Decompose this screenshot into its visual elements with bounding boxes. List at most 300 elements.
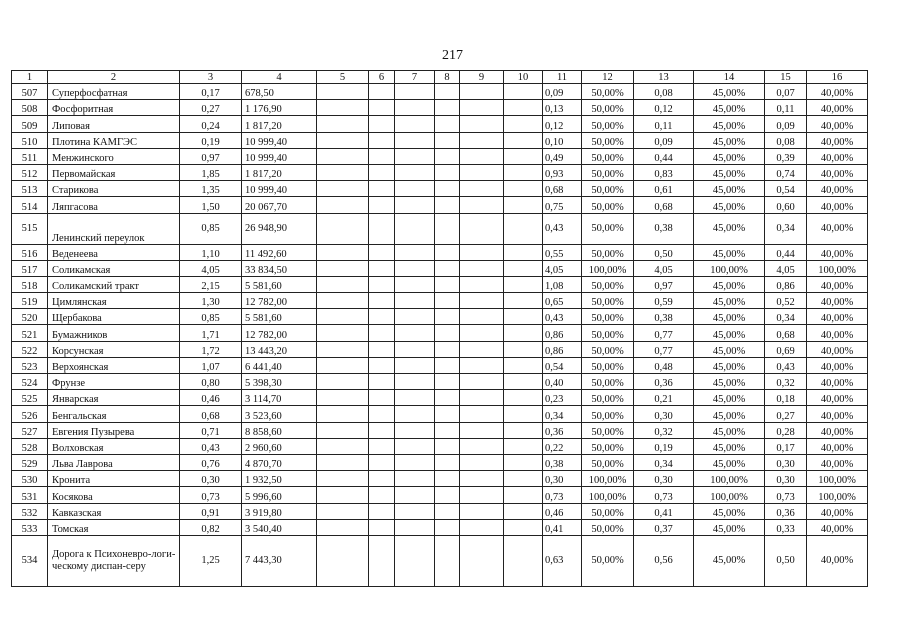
value-cell: 10 999,40 — [242, 181, 317, 197]
row-number-cell: 509 — [12, 116, 48, 132]
column-header: 1 — [12, 71, 48, 84]
row-number-cell: 514 — [12, 197, 48, 213]
empty-cell — [369, 197, 395, 213]
empty-cell — [435, 503, 460, 519]
row-number-cell: 523 — [12, 357, 48, 373]
value-cell: 40,00% — [807, 535, 868, 586]
street-name-cell: Старикова — [48, 181, 180, 197]
street-name-cell: Липовая — [48, 116, 180, 132]
street-name-cell: Менжинского — [48, 148, 180, 164]
value-cell: 0,43 — [543, 213, 582, 244]
value-cell: 40,00% — [807, 164, 868, 180]
street-name-cell: Суперфосфатная — [48, 84, 180, 100]
data-table — [11, 70, 868, 587]
value-cell: 0,76 — [180, 454, 242, 470]
value-cell: 0,91 — [180, 503, 242, 519]
column-header: 3 — [180, 71, 242, 84]
value-cell: 2 960,60 — [242, 438, 317, 454]
value-cell: 45,00% — [694, 341, 765, 357]
empty-cell — [504, 116, 543, 132]
empty-cell — [317, 181, 369, 197]
empty-cell — [317, 471, 369, 487]
value-cell: 0,73 — [634, 487, 694, 503]
empty-cell — [369, 164, 395, 180]
empty-cell — [504, 422, 543, 438]
empty-cell — [369, 487, 395, 503]
value-cell: 50,00% — [582, 325, 634, 341]
value-cell: 40,00% — [807, 244, 868, 260]
street-name-cell: Плотина КАМГЭС — [48, 132, 180, 148]
empty-cell — [435, 84, 460, 100]
value-cell: 4,05 — [180, 260, 242, 276]
empty-cell — [460, 132, 504, 148]
value-cell: 0,48 — [634, 357, 694, 373]
street-name-cell: Январская — [48, 390, 180, 406]
column-header: 9 — [460, 71, 504, 84]
value-cell: 0,30 — [634, 471, 694, 487]
value-cell: 1 817,20 — [242, 116, 317, 132]
table-row — [12, 276, 868, 292]
empty-cell — [504, 487, 543, 503]
row-number-cell: 527 — [12, 422, 48, 438]
empty-cell — [435, 374, 460, 390]
value-cell: 1,30 — [180, 293, 242, 309]
value-cell: 45,00% — [694, 148, 765, 164]
empty-cell — [317, 325, 369, 341]
empty-cell — [435, 293, 460, 309]
value-cell: 10 999,40 — [242, 148, 317, 164]
value-cell: 0,11 — [765, 100, 807, 116]
empty-cell — [369, 341, 395, 357]
value-cell: 45,00% — [694, 422, 765, 438]
empty-cell — [460, 503, 504, 519]
value-cell: 0,30 — [180, 471, 242, 487]
value-cell: 0,52 — [765, 293, 807, 309]
value-cell: 0,73 — [765, 487, 807, 503]
empty-cell — [395, 390, 435, 406]
value-cell: 0,77 — [634, 325, 694, 341]
street-name-cell: Щербакова — [48, 309, 180, 325]
empty-cell — [369, 293, 395, 309]
value-cell: 40,00% — [807, 197, 868, 213]
empty-cell — [317, 341, 369, 357]
empty-cell — [460, 325, 504, 341]
empty-cell — [395, 244, 435, 260]
value-cell: 1,10 — [180, 244, 242, 260]
value-cell: 7 443,30 — [242, 535, 317, 586]
value-cell: 0,44 — [634, 148, 694, 164]
value-cell: 0,32 — [634, 422, 694, 438]
value-cell: 0,34 — [634, 454, 694, 470]
value-cell: 0,75 — [543, 197, 582, 213]
empty-cell — [460, 244, 504, 260]
value-cell: 1,85 — [180, 164, 242, 180]
value-cell: 50,00% — [582, 374, 634, 390]
table-row — [12, 325, 868, 341]
street-name-cell: Ляпгасова — [48, 197, 180, 213]
row-number-cell: 516 — [12, 244, 48, 260]
table-row — [12, 487, 868, 503]
value-cell: 6 441,40 — [242, 357, 317, 373]
empty-cell — [395, 213, 435, 244]
empty-cell — [435, 357, 460, 373]
street-name-cell: Льва Лаврова — [48, 454, 180, 470]
row-number-cell: 534 — [12, 535, 48, 586]
value-cell: 0,30 — [543, 471, 582, 487]
empty-cell — [395, 535, 435, 586]
value-cell: 0,83 — [634, 164, 694, 180]
value-cell: 50,00% — [582, 454, 634, 470]
value-cell: 40,00% — [807, 422, 868, 438]
value-cell: 50,00% — [582, 535, 634, 586]
value-cell: 100,00% — [694, 471, 765, 487]
value-cell: 40,00% — [807, 454, 868, 470]
empty-cell — [460, 148, 504, 164]
empty-cell — [504, 164, 543, 180]
empty-cell — [460, 84, 504, 100]
value-cell: 100,00% — [807, 471, 868, 487]
empty-cell — [504, 276, 543, 292]
empty-cell — [369, 438, 395, 454]
value-cell: 0,11 — [634, 116, 694, 132]
value-cell: 45,00% — [694, 325, 765, 341]
value-cell: 0,38 — [634, 213, 694, 244]
value-cell: 4 870,70 — [242, 454, 317, 470]
street-name-cell: Веденеева — [48, 244, 180, 260]
value-cell: 678,50 — [242, 84, 317, 100]
value-cell: 40,00% — [807, 100, 868, 116]
value-cell: 0,09 — [634, 132, 694, 148]
empty-cell — [395, 148, 435, 164]
empty-cell — [317, 276, 369, 292]
value-cell: 0,08 — [765, 132, 807, 148]
value-cell: 50,00% — [582, 100, 634, 116]
empty-cell — [460, 341, 504, 357]
value-cell: 0,85 — [180, 213, 242, 244]
empty-cell — [369, 116, 395, 132]
value-cell: 40,00% — [807, 406, 868, 422]
row-number-cell: 530 — [12, 471, 48, 487]
value-cell: 0,49 — [543, 148, 582, 164]
value-cell: 0,73 — [180, 487, 242, 503]
value-cell: 40,00% — [807, 181, 868, 197]
value-cell: 0,39 — [765, 148, 807, 164]
empty-cell — [395, 116, 435, 132]
empty-cell — [504, 181, 543, 197]
value-cell: 50,00% — [582, 438, 634, 454]
empty-cell — [435, 406, 460, 422]
table-row — [12, 390, 868, 406]
value-cell: 0,46 — [180, 390, 242, 406]
value-cell: 0,46 — [543, 503, 582, 519]
value-cell: 40,00% — [807, 325, 868, 341]
empty-cell — [460, 116, 504, 132]
street-name-cell: Кавказская — [48, 503, 180, 519]
value-cell: 33 834,50 — [242, 260, 317, 276]
street-name-cell: Волховская — [48, 438, 180, 454]
value-cell: 0,21 — [634, 390, 694, 406]
value-cell: 50,00% — [582, 148, 634, 164]
value-cell: 0,54 — [543, 357, 582, 373]
empty-cell — [395, 325, 435, 341]
table-row — [12, 197, 868, 213]
empty-cell — [504, 454, 543, 470]
column-header: 5 — [317, 71, 369, 84]
empty-cell — [460, 519, 504, 535]
value-cell: 8 858,60 — [242, 422, 317, 438]
empty-cell — [369, 390, 395, 406]
value-cell: 40,00% — [807, 84, 868, 100]
value-cell: 0,27 — [765, 406, 807, 422]
empty-cell — [317, 406, 369, 422]
value-cell: 4,05 — [765, 260, 807, 276]
empty-cell — [317, 164, 369, 180]
table-row — [12, 374, 868, 390]
table-row — [12, 293, 868, 309]
value-cell: 100,00% — [807, 260, 868, 276]
table-row — [12, 260, 868, 276]
empty-cell — [317, 422, 369, 438]
empty-cell — [504, 100, 543, 116]
value-cell: 12 782,00 — [242, 325, 317, 341]
empty-cell — [504, 438, 543, 454]
empty-cell — [317, 116, 369, 132]
empty-cell — [369, 181, 395, 197]
value-cell: 100,00% — [582, 487, 634, 503]
value-cell: 40,00% — [807, 341, 868, 357]
value-cell: 50,00% — [582, 244, 634, 260]
value-cell: 40,00% — [807, 213, 868, 244]
empty-cell — [395, 293, 435, 309]
value-cell: 3 523,60 — [242, 406, 317, 422]
value-cell: 45,00% — [694, 213, 765, 244]
empty-cell — [395, 341, 435, 357]
page-number: 217 — [442, 48, 463, 63]
empty-cell — [435, 325, 460, 341]
table-row — [12, 244, 868, 260]
empty-cell — [460, 454, 504, 470]
value-cell: 0,28 — [765, 422, 807, 438]
value-cell: 50,00% — [582, 503, 634, 519]
row-number-cell: 532 — [12, 503, 48, 519]
street-name-cell: Соликамский тракт — [48, 276, 180, 292]
empty-cell — [369, 454, 395, 470]
value-cell: 45,00% — [694, 132, 765, 148]
value-cell: 0,41 — [543, 519, 582, 535]
value-cell: 0,36 — [765, 503, 807, 519]
street-name-cell: Дорога к Психоневро-логи-ческому диспан-серу — [48, 535, 180, 586]
empty-cell — [460, 374, 504, 390]
empty-cell — [435, 535, 460, 586]
empty-cell — [504, 357, 543, 373]
empty-cell — [395, 164, 435, 180]
street-name-cell: Косякова — [48, 487, 180, 503]
empty-cell — [369, 535, 395, 586]
value-cell: 45,00% — [694, 84, 765, 100]
empty-cell — [317, 213, 369, 244]
value-cell: 0,82 — [180, 519, 242, 535]
empty-cell — [395, 84, 435, 100]
value-cell: 50,00% — [582, 309, 634, 325]
value-cell: 0,34 — [765, 213, 807, 244]
empty-cell — [460, 390, 504, 406]
table-row — [12, 471, 868, 487]
row-number-cell: 517 — [12, 260, 48, 276]
column-header: 11 — [543, 71, 582, 84]
empty-cell — [369, 276, 395, 292]
street-name-cell: Соликамская — [48, 260, 180, 276]
value-cell: 11 492,60 — [242, 244, 317, 260]
empty-cell — [369, 84, 395, 100]
value-cell: 0,61 — [634, 181, 694, 197]
empty-cell — [317, 390, 369, 406]
value-cell: 1 176,90 — [242, 100, 317, 116]
empty-cell — [435, 390, 460, 406]
empty-cell — [317, 503, 369, 519]
street-name-cell: Цимлянская — [48, 293, 180, 309]
empty-cell — [317, 293, 369, 309]
value-cell: 50,00% — [582, 84, 634, 100]
row-number-cell: 510 — [12, 132, 48, 148]
empty-cell — [435, 438, 460, 454]
row-number-cell: 528 — [12, 438, 48, 454]
value-cell: 5 398,30 — [242, 374, 317, 390]
empty-cell — [317, 374, 369, 390]
value-cell: 0,74 — [765, 164, 807, 180]
header-row — [12, 71, 868, 84]
value-cell: 45,00% — [694, 374, 765, 390]
value-cell: 20 067,70 — [242, 197, 317, 213]
value-cell: 0,36 — [634, 374, 694, 390]
empty-cell — [395, 197, 435, 213]
value-cell: 100,00% — [694, 260, 765, 276]
value-cell: 0,60 — [765, 197, 807, 213]
value-cell: 45,00% — [694, 293, 765, 309]
empty-cell — [369, 325, 395, 341]
column-header: 7 — [395, 71, 435, 84]
row-number-cell: 525 — [12, 390, 48, 406]
value-cell: 1,25 — [180, 535, 242, 586]
empty-cell — [395, 454, 435, 470]
empty-cell — [504, 213, 543, 244]
empty-cell — [369, 519, 395, 535]
value-cell: 1,07 — [180, 357, 242, 373]
value-cell: 40,00% — [807, 148, 868, 164]
value-cell: 50,00% — [582, 213, 634, 244]
value-cell: 0,40 — [543, 374, 582, 390]
street-name-cell: Евгения Пузырева — [48, 422, 180, 438]
empty-cell — [395, 357, 435, 373]
value-cell: 0,17 — [180, 84, 242, 100]
empty-cell — [504, 260, 543, 276]
empty-cell — [395, 276, 435, 292]
empty-cell — [369, 213, 395, 244]
empty-cell — [435, 260, 460, 276]
empty-cell — [460, 422, 504, 438]
table-row — [12, 309, 868, 325]
value-cell: 13 443,20 — [242, 341, 317, 357]
empty-cell — [504, 471, 543, 487]
empty-cell — [504, 374, 543, 390]
value-cell: 0,10 — [543, 132, 582, 148]
table-row — [12, 84, 868, 100]
empty-cell — [435, 213, 460, 244]
empty-cell — [460, 438, 504, 454]
value-cell: 0,97 — [634, 276, 694, 292]
value-cell: 50,00% — [582, 406, 634, 422]
column-header: 6 — [369, 71, 395, 84]
value-cell: 0,80 — [180, 374, 242, 390]
value-cell: 0,12 — [634, 100, 694, 116]
empty-cell — [435, 341, 460, 357]
empty-cell — [504, 293, 543, 309]
empty-cell — [395, 374, 435, 390]
empty-cell — [317, 535, 369, 586]
empty-cell — [395, 438, 435, 454]
value-cell: 0,85 — [180, 309, 242, 325]
table-row — [12, 132, 868, 148]
value-cell: 0,18 — [765, 390, 807, 406]
value-cell: 0,44 — [765, 244, 807, 260]
table-row — [12, 181, 868, 197]
empty-cell — [504, 341, 543, 357]
value-cell: 40,00% — [807, 438, 868, 454]
value-cell: 100,00% — [807, 487, 868, 503]
empty-cell — [460, 100, 504, 116]
value-cell: 45,00% — [694, 390, 765, 406]
value-cell: 45,00% — [694, 406, 765, 422]
value-cell: 50,00% — [582, 132, 634, 148]
empty-cell — [435, 454, 460, 470]
value-cell: 0,30 — [765, 454, 807, 470]
empty-cell — [369, 422, 395, 438]
column-header: 10 — [504, 71, 543, 84]
empty-cell — [435, 309, 460, 325]
empty-cell — [369, 148, 395, 164]
value-cell: 45,00% — [694, 116, 765, 132]
value-cell: 5 996,60 — [242, 487, 317, 503]
empty-cell — [504, 84, 543, 100]
empty-cell — [317, 454, 369, 470]
empty-cell — [435, 276, 460, 292]
table-row — [12, 357, 868, 373]
value-cell: 50,00% — [582, 422, 634, 438]
value-cell: 1,50 — [180, 197, 242, 213]
empty-cell — [395, 406, 435, 422]
value-cell: 45,00% — [694, 276, 765, 292]
value-cell: 0,08 — [634, 84, 694, 100]
row-number-cell: 526 — [12, 406, 48, 422]
value-cell: 0,38 — [543, 454, 582, 470]
value-cell: 0,32 — [765, 374, 807, 390]
empty-cell — [317, 487, 369, 503]
empty-cell — [369, 309, 395, 325]
empty-cell — [435, 116, 460, 132]
empty-cell — [369, 357, 395, 373]
empty-cell — [504, 406, 543, 422]
value-cell: 45,00% — [694, 197, 765, 213]
value-cell: 100,00% — [582, 471, 634, 487]
empty-cell — [460, 487, 504, 503]
empty-cell — [317, 84, 369, 100]
empty-cell — [460, 260, 504, 276]
empty-cell — [317, 519, 369, 535]
row-number-cell: 524 — [12, 374, 48, 390]
value-cell: 26 948,90 — [242, 213, 317, 244]
empty-cell — [460, 471, 504, 487]
empty-cell — [317, 132, 369, 148]
value-cell: 50,00% — [582, 116, 634, 132]
